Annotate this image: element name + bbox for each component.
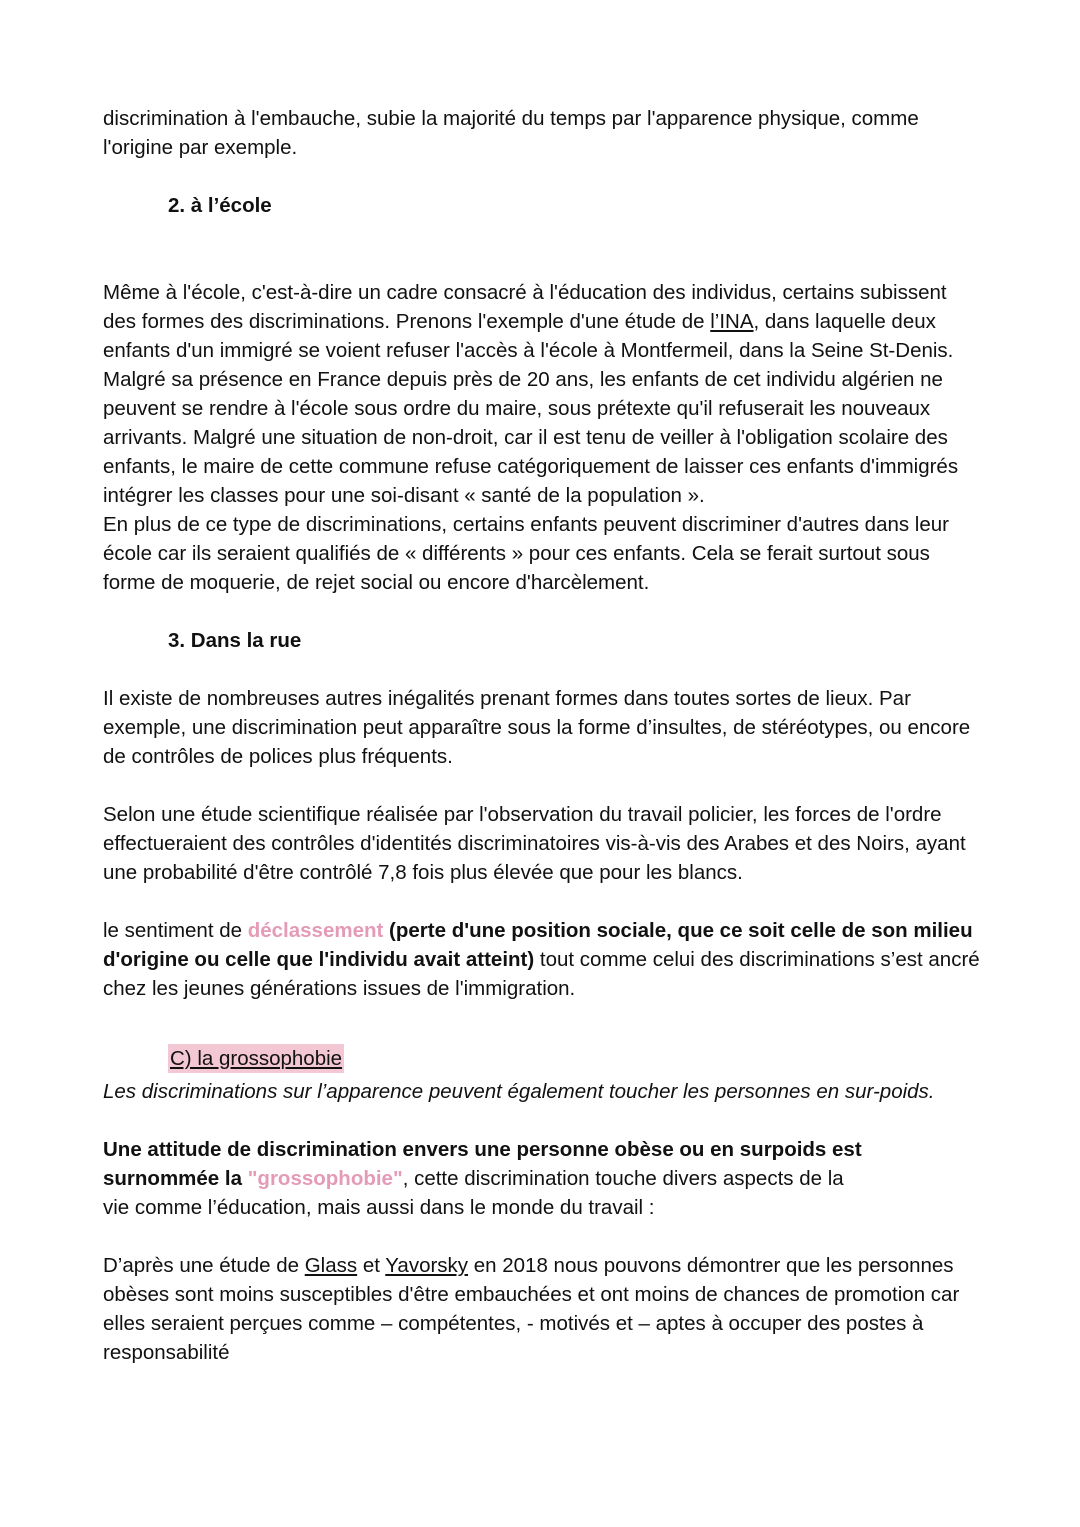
intro-line-2: l'origine par exemple.: [103, 136, 298, 159]
ina-link[interactable]: l’INA: [710, 310, 754, 333]
school-paragraph-2: En plus de ce type de discriminations, certains enfants peuvent discriminer d'autres dans leur école car ils seraient qualifiés de « différents » pour ces enfants. Cela se ferait surtout sous forme de moquerie, de rejet social ou encore d'harcèlement.: [103, 513, 949, 594]
yavorsky-link[interactable]: Yavorsky: [385, 1254, 469, 1277]
grossophobie-paragraph-1: Une attitude de discrimination envers une personne obèse ou en surpoids est surnommée la "grossophobie", cette discrimination touche divers aspects de la vie comme l’éducation, mais aussi dans le monde du travail :: [103, 1138, 862, 1219]
street-paragraph-2: Selon une étude scientifique réalisée par l'observation du travail policier, les forces de l'ordre effectueraient des contrôles d'identités discriminatoires vis-à-vis des Arabes et des Noirs, ayant une probabilité d'être contrôlé 7,8 fois plus élevée que pour les blancs.: [103, 803, 966, 884]
grossophobie-paragraph-2: D’après une étude de Glass et Yavorsky en 2018 nous pouvons démontrer que les personnes obèses sont moins susceptibles d'être embauchées et ont moins de chances de promotion car elles seraient perçues comme – compétentes, - motivés et – aptes à occuper des postes à responsabilité: [103, 1254, 960, 1364]
street-paragraph-1: Il existe de nombreuses autres inégalités prenant formes dans toutes sortes de lieux. Par exemple, une discrimination peut apparaître sous la forme d’insultes, de stéréotypes, ou encore de contrôles de polices plus fréquents.: [103, 687, 971, 768]
glass-link[interactable]: Glass: [304, 1254, 358, 1277]
heading-grossophobie: C) la grossophobie: [168, 1044, 344, 1073]
street-paragraph-3: le sentiment de déclassement (perte d'une position sociale, que ce soit celle de son milieu d'origine ou celle que l'individu avait atteint) tout comme celui des discriminations s’est ancré chez les jeunes générations issues de l'immigration.: [103, 919, 980, 1000]
intro-paragraph: [103, 104, 983, 162]
term-grossophobie: "grossophobie": [247, 1167, 403, 1190]
grossophobie-intro: Les discriminations sur l’apparence peuvent également toucher les personnes en sur-poids.: [103, 1080, 935, 1103]
intro-line-1: discrimination à l'embauche, subie la majorité du temps par l'apparence physique, comme: [103, 107, 919, 130]
document-page: [103, 104, 983, 1367]
school-paragraph-1: Même à l'école, c'est-à-dire un cadre consacré à l'éducation des individus, certains subissent des formes des discriminations. Prenons l'exemple d'une étude de l’INA, dans laquelle deux enfants d'un immigré se voient refuser l'accès à l'école à Montfermeil, dans la Seine St-Denis. Malgré sa présence en France depuis près de 20 ans, les enfants de cet individu algérien ne peuvent se rendre à l'école sous ordre du maire, sous prétexte qu'il refuserait les nouveaux arrivants. Malgré une situation de non-droit, car il est tenu de veiller à l'obligation scolaire des enfants, le maire de cette commune refuse catégoriquement de laisser ces enfants d'immigrés intégrer les classes pour une soi-disant « santé de la population ».: [103, 281, 959, 507]
term-declassement: déclassement: [247, 919, 384, 942]
heading-street: 3. Dans la rue: [168, 629, 302, 652]
heading-school: 2. à l’école: [168, 194, 272, 217]
